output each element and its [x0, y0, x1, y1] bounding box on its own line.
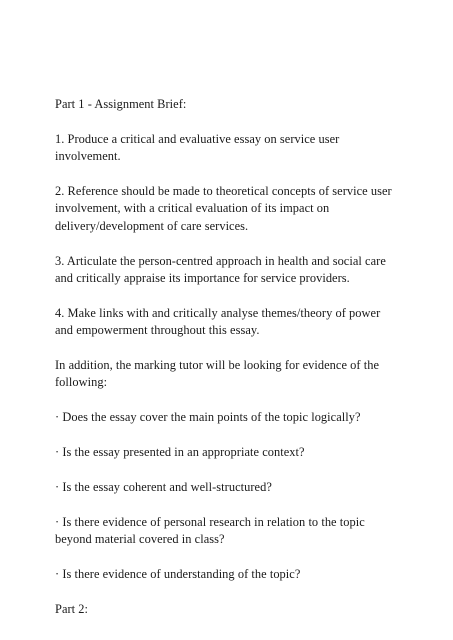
marking-intro: In addition, the marking tutor will be looking for evidence of the following: — [55, 358, 379, 390]
brief-item-4: 4. Make links with and critically analyse themes/theory of power and empowerment throughout this essay. — [55, 305, 381, 338]
criteria-item-research: · Is there evidence of personal research in relation to the topic beyond material covered in class? — [55, 514, 365, 547]
document-body — [55, 96, 400, 635]
brief-item-2: 2. Reference should be made to theoretical concepts of service user involvement, with a critical evaluation of its impact on delivery/development of care services. — [55, 184, 392, 233]
brief-item-1: 1. Produce a critical and evaluative essay on service user involvement. — [55, 131, 340, 164]
criteria-item-context: · Is the essay presented in an appropriate context? — [55, 445, 305, 460]
brief-item-3: 3. Articulate the person-centred approach in health and social care and critically appraise its importance for service providers. — [55, 253, 386, 286]
criteria-item-understanding: · Is there evidence of understanding of the topic? — [55, 566, 301, 581]
criteria-item-structure: · Is the essay coherent and well-structured? — [55, 479, 272, 494]
section-heading-part-2: Part 2: — [55, 601, 89, 616]
criteria-item-logic: · Does the essay cover the main points of the topic logically? — [55, 410, 361, 425]
section-heading-part-1: Part 1 - Assignment Brief: — [55, 97, 187, 111]
